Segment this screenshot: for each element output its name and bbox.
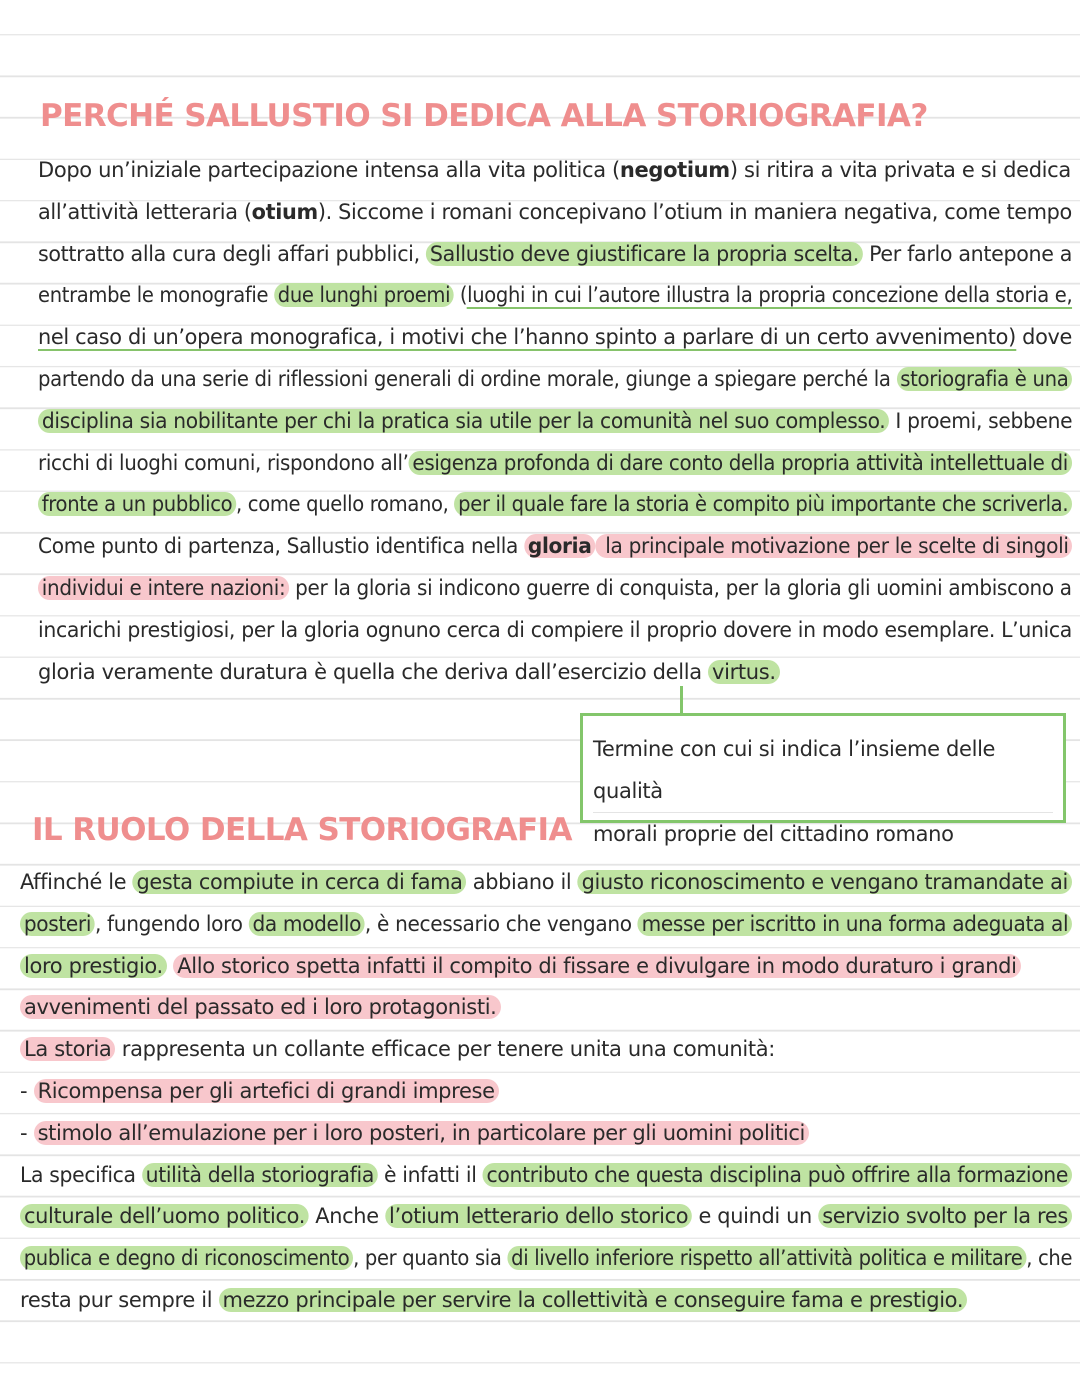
text-span: per la gloria si indicono guerre di conquista, per la gloria gli uomini ambiscono a: [289, 575, 1072, 600]
text-line: [38, 359, 1069, 401]
text-line: [38, 234, 1073, 276]
text-line: [38, 652, 1072, 694]
note-line: morali proprie del cittadino romano: [593, 812, 1053, 855]
highlight-pink: la principale motivazione per le scelte di singoli: [595, 534, 1072, 558]
text-line: [38, 484, 1069, 526]
text-span: resta pur sempre il: [20, 1287, 219, 1312]
text-span: Dopo un’iniziale partecipazione intensa alla vita politica (: [38, 158, 620, 182]
text-line: [38, 317, 1072, 359]
paragraph-ruolo: [20, 862, 1073, 1322]
text-span: abbiano il: [466, 870, 578, 894]
list-dash: -: [20, 1120, 34, 1145]
text-line: [20, 1280, 1054, 1322]
definition-note-box: [580, 713, 1066, 846]
text-span: , che: [1026, 1246, 1073, 1271]
section-title-ruolo-storiografia: IL RUOLO DELLA STORIOGRAFIA: [32, 812, 572, 848]
highlight-green: storiografia è una: [897, 367, 1073, 391]
highlight-green: Sallustio deve giustificare la propria scelta.: [426, 242, 863, 266]
text-line: [20, 1029, 1054, 1071]
text-line: [38, 401, 1073, 443]
highlight-green: l’otium letterario dello storico: [385, 1204, 692, 1228]
highlight-green: publica e degno di riconoscimento: [20, 1246, 353, 1270]
highlight-green: contributo che questa disciplina può offrire alla formazione: [483, 1163, 1072, 1187]
highlight-green: fronte a un pubblico: [38, 492, 236, 516]
text-line: [38, 150, 1072, 192]
text-span: all’attività letteraria (: [38, 199, 252, 224]
highlight-pink: avvenimenti del passato ed i loro protagonisti.: [20, 995, 501, 1019]
list-dash: -: [20, 1078, 34, 1103]
highlight-pink: Ricompensa per gli artefici di grandi imprese: [34, 1079, 499, 1103]
text-line: [20, 1155, 1069, 1197]
text-line: [38, 275, 1073, 317]
section-title-perche-sallustio: PERCHÉ SALLUSTIO SI DEDICA ALLA STORIOGRAFIA?: [40, 98, 928, 134]
text-line: [20, 1113, 1054, 1155]
note-connector: [680, 686, 683, 713]
highlight-green: di livello inferiore rispetto all’attività politica e militare: [507, 1246, 1026, 1270]
highlight-green: disciplina sia nobilitante per chi la pratica sia utile per la comunità nel suo complesso.: [38, 409, 889, 433]
text-line: [38, 526, 1069, 568]
highlight-pink: Allo storico spetta infatti il compito di fissare e divulgare in modo duraturo i grandi: [173, 954, 1020, 978]
highlight-green: loro prestigio.: [20, 954, 167, 978]
underline-green: nel caso di un’opera monografica, i motivi che l’hanno spinto a parlare di un certo avvenimento): [38, 325, 1016, 350]
text-span: (: [453, 283, 468, 308]
text-span: Per farlo antepone a: [862, 241, 1073, 266]
text-span: incarichi prestigiosi, per la gloria ognuno cerca di compiere il proprio dovere in modo esemplare. L’unica: [38, 617, 1072, 642]
text-line: [38, 443, 1068, 485]
highlight-green: posteri: [20, 912, 95, 936]
text-line: [20, 1071, 1054, 1113]
text-line: [20, 1238, 1073, 1280]
text-span: , per quanto sia: [353, 1246, 508, 1271]
text-span: ). Siccome i romani concepivano l’otium in maniera negativa, come tempo: [317, 199, 1072, 224]
highlight-green: utilità della storiografia: [142, 1163, 378, 1187]
highlight-pink: La storia: [20, 1037, 115, 1061]
text-line: [20, 1196, 1068, 1238]
text-span: La specifica: [20, 1162, 142, 1187]
highlight-green: giusto riconoscimento e vengano tramandate ai: [578, 870, 1072, 894]
highlight-pink: stimolo all’emulazione per i loro posteri, in particolare per gli uomini politici: [34, 1121, 809, 1145]
text-span: sottratto alla cura degli affari pubblici,: [38, 241, 426, 266]
term-otium: otium: [251, 199, 318, 224]
text-line: [38, 192, 1072, 234]
paragraph-sallustio: [38, 150, 1072, 693]
highlight-green: due lunghi proemi: [274, 283, 454, 307]
text-span: Affinché le: [20, 870, 133, 894]
text-span: , come quello romano,: [236, 492, 455, 517]
text-span: dove: [1015, 325, 1072, 350]
term-gloria: gloria: [524, 534, 595, 558]
text-line: [20, 987, 1054, 1029]
text-span: ) si ritira a vita privata e si dedica: [729, 158, 1071, 182]
highlight-green: culturale dell’uomo politico.: [20, 1204, 309, 1228]
text-span: Come punto di partenza, Sallustio identifica nella: [38, 534, 525, 559]
highlight-green: mezzo principale per servire la collettività e conseguire fama e prestigio.: [219, 1288, 968, 1312]
text-line: [38, 610, 1072, 652]
text-span: partendo da una serie di riflessioni generali di ordine morale, giunge a spiegare perché la: [38, 366, 897, 391]
text-line: [20, 946, 1054, 988]
highlight-pink: individui e intere nazioni:: [38, 576, 289, 600]
text-line: [20, 862, 1069, 904]
text-span: , è necessario che vengano: [364, 911, 638, 936]
text-span: I proemi, sebbene: [889, 408, 1073, 433]
underline-green: luoghi in cui l’autore illustra la propria concezione della storia e,: [467, 283, 1073, 308]
highlight-green: servizio svolto per la res: [818, 1204, 1072, 1228]
note-line: Termine con cui si indica l’insieme delle qualità: [593, 737, 996, 803]
text-span: è infatti il: [377, 1162, 483, 1187]
text-span: Anche: [309, 1204, 386, 1229]
text-line: [38, 568, 1072, 610]
text-span: , fungendo loro: [94, 911, 249, 936]
text-span: rappresenta un collante efficace per tenere unita una comunità:: [115, 1037, 775, 1062]
text-span: ricchi di luoghi comuni, rispondono all’: [38, 450, 409, 475]
term-negotium: negotium: [619, 158, 730, 182]
text-span: gloria veramente duratura è quella che deriva dall’esercizio della: [38, 659, 709, 684]
term-virtus: virtus.: [708, 660, 780, 684]
highlight-green: per il quale fare la storia è compito più importante che scriverla.: [454, 492, 1071, 516]
text-line: [20, 904, 1069, 946]
highlight-green: esigenza profonda di dare conto della propria attività intellettuale di: [409, 451, 1072, 475]
highlight-green: gesta compiute in cerca di fama: [132, 870, 466, 894]
text-span: entrambe le monografie: [38, 283, 275, 308]
highlight-green: messe per iscritto in una forma adeguata al: [638, 912, 1072, 936]
text-span: e quindi un: [692, 1204, 819, 1229]
highlight-green: da modello: [249, 912, 365, 936]
